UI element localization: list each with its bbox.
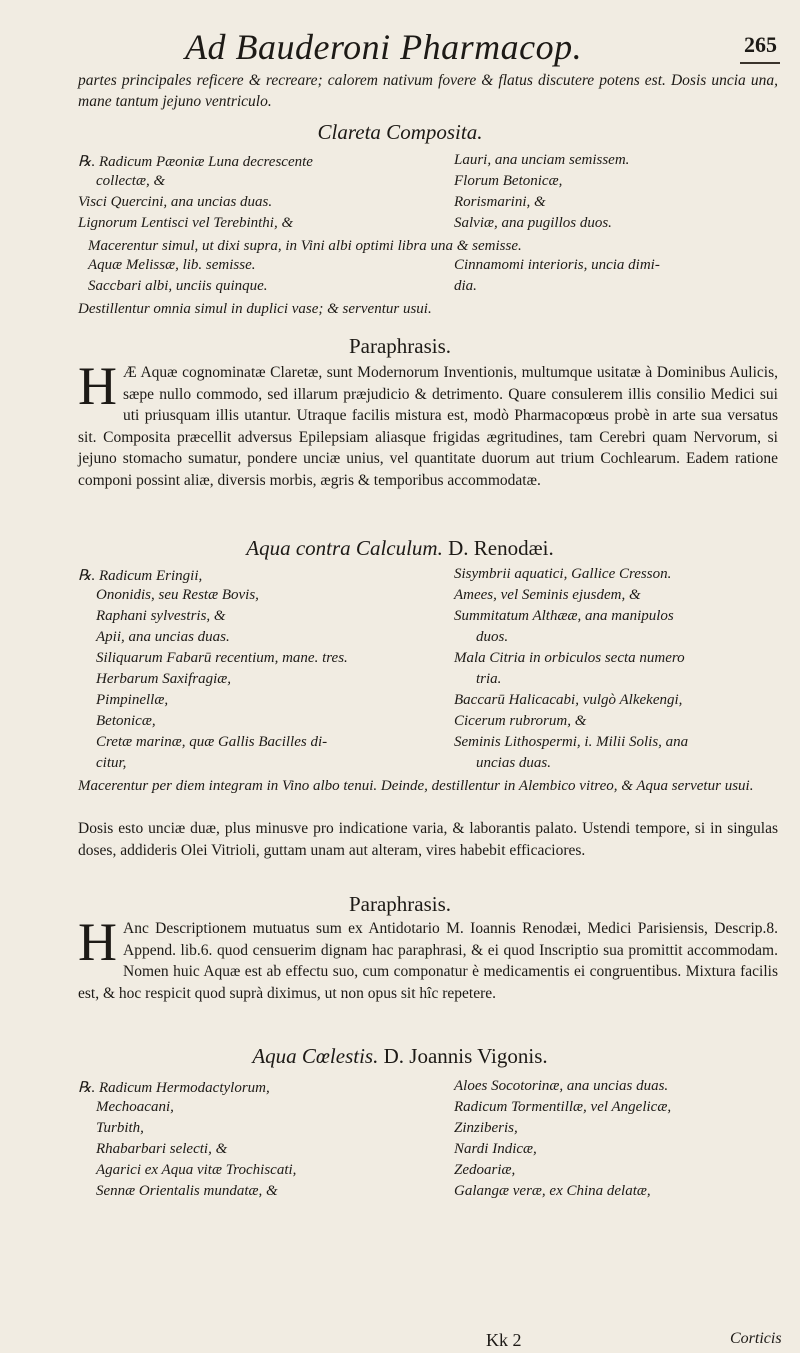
ingredient: duos. bbox=[476, 629, 509, 645]
ingredient: Galangæ veræ, ex China delatæ, bbox=[454, 1183, 651, 1199]
ingredient: Herbarum Saxifragiæ, bbox=[96, 671, 231, 687]
ingredient: collectæ, & bbox=[96, 173, 166, 189]
recipe-row bbox=[78, 587, 778, 608]
ingredient: tria. bbox=[476, 671, 502, 687]
ingredient: Zedoariæ, bbox=[454, 1162, 516, 1178]
ingredient: Rhabarbari selecti, & bbox=[96, 1141, 228, 1157]
recipe-row bbox=[78, 194, 778, 215]
recipe-row bbox=[78, 1162, 778, 1183]
recipe-row bbox=[78, 1099, 778, 1120]
ingredient: Visci Quercini, ana uncias duas. bbox=[78, 194, 273, 210]
recipe-row bbox=[78, 566, 778, 587]
ingredient: ℞. Radicum Pæoniæ Luna decrescente bbox=[78, 154, 313, 170]
recipe-calculum bbox=[78, 566, 778, 797]
ingredient: Rorismarini, & bbox=[454, 194, 546, 210]
ingredient: Baccarū Halicacabi, vulgò Alkekengi, bbox=[454, 692, 683, 708]
ingredient: Sennæ Orientalis mundatæ, & bbox=[96, 1183, 278, 1199]
recipe-row bbox=[78, 692, 778, 713]
signature-mark: Kk 2 bbox=[486, 1330, 522, 1350]
running-head-title: Ad Bauderoni Pharmacop. bbox=[185, 27, 583, 67]
section-title-calculum bbox=[0, 536, 800, 561]
paraphrasis-text bbox=[78, 356, 778, 491]
recipe-row bbox=[78, 608, 778, 629]
ingredient: Aloes Socotorinæ, ana uncias duas. bbox=[454, 1078, 669, 1094]
recipe-row bbox=[78, 650, 778, 671]
ingredient: ℞. Radicum Eringii, bbox=[78, 568, 203, 584]
recipe-row bbox=[78, 671, 778, 692]
ingredient: Summitatum Althææ, ana manipulos bbox=[454, 608, 674, 624]
ingredient: Zinziberis, bbox=[454, 1120, 518, 1136]
paraphrasis-text bbox=[78, 912, 778, 1004]
ingredient: Turbith, bbox=[96, 1120, 144, 1136]
ingredient: Betonicæ, bbox=[96, 713, 156, 729]
ingredient: uncias duas. bbox=[476, 755, 551, 771]
recipe-row bbox=[78, 713, 778, 734]
recipe-coelestis bbox=[78, 1078, 778, 1204]
ingredient: Mala Citria in orbiculos secta numero bbox=[454, 650, 685, 666]
recipe-clareta bbox=[78, 152, 778, 320]
recipe-row bbox=[78, 152, 778, 173]
ingredient: Raphani sylvestris, & bbox=[96, 608, 226, 624]
drop-cap: H bbox=[78, 912, 117, 972]
page-number: 265 bbox=[744, 32, 777, 57]
recipe-instruction: Macerentur simul, ut dixi supra, in Vini albi optimi libra una & semisse. bbox=[88, 238, 522, 254]
recipe-row bbox=[78, 629, 778, 650]
ingredient: Cicerum rubrorum, & bbox=[454, 713, 587, 729]
recipe-row bbox=[78, 1078, 778, 1099]
ingredient: Lauri, ana unciam semissem. bbox=[454, 152, 630, 168]
recipe-row bbox=[78, 755, 778, 776]
continuation-text: partes principales reficere & recreare; calorem nativum fovere & flatus discutere potens est. Dosis uncia una, mane tantum jejuno ventriculo. bbox=[78, 72, 778, 110]
ingredient: Siliquarum Fabarū recentium, mane. tres. bbox=[96, 650, 348, 666]
section-author: D. Renodæi. bbox=[448, 536, 554, 560]
recipe-row bbox=[78, 1183, 778, 1204]
recipe-row bbox=[78, 257, 778, 278]
recipe-row bbox=[78, 734, 778, 755]
page-footer bbox=[0, 1330, 800, 1352]
ingredient: Pimpinellæ, bbox=[96, 692, 169, 708]
ingredient: Salviæ, ana pugillos duos. bbox=[454, 215, 612, 231]
ingredient: Sisymbrii aquatici, Gallice Cresson. bbox=[454, 566, 672, 582]
paraphrasis-body: Anc Descriptionem mutuatus sum ex Antidotario M. Ioannis Renodæi, Medici Parisiensis, Descrip.8. Append. lib.6. quod censuerim dignam hac paraphrasi, & ei quod Inscriptio sua promittit accommodam. Nomen huic Aquæ est ab effectu suo, cum componatur è medicamentis ei congruentibus. Mixtura facilis est, & hoc respicit quod suprà diximus, ut non opus sit hîc repetere. bbox=[78, 920, 778, 1002]
ingredient: Cinnamomi interioris, uncia dimi- bbox=[454, 257, 660, 273]
catchword: Corticis bbox=[730, 1330, 782, 1347]
section-title-text: Aqua Cœlestis. bbox=[252, 1044, 379, 1068]
ingredient: Saccbari albi, unciis quinque. bbox=[88, 278, 268, 294]
ingredient: Agarici ex Aqua vitæ Trochiscati, bbox=[96, 1162, 297, 1178]
section-title-coelestis bbox=[0, 1044, 800, 1069]
section-title-text: Clareta Composita. bbox=[317, 120, 483, 144]
recipe-instruction: Macerentur per diem integram in Vino albo tenui. Deinde, destillentur in Alembico vitreo, & Aqua servetur usui. bbox=[78, 778, 754, 794]
ingredient: Apii, ana uncias duas. bbox=[96, 629, 230, 645]
ingredient: Radicum Tormentillæ, vel Angelicæ, bbox=[454, 1099, 672, 1115]
dose-text: Dosis esto unciæ duæ, plus minusve pro indicatione varia, & laborantis palato. Ustendi tempore, si in singulas doses, addideris Olei Vitrioli, guttam unam aut alteram, vires habebit efficaciores. bbox=[78, 820, 778, 859]
section-author: D. Joannis Vigonis. bbox=[383, 1044, 548, 1068]
ingredient: Seminis Lithospermi, i. Milii Solis, ana bbox=[454, 734, 689, 750]
page-number-rule bbox=[740, 62, 780, 64]
paraphrasis-title: Paraphrasis. bbox=[348, 334, 452, 358]
ingredient: Cretæ marinæ, quæ Gallis Bacilles di- bbox=[96, 734, 328, 750]
recipe-instruction: Destillentur omnia simul in duplici vase; & serventur usui. bbox=[78, 301, 432, 317]
ingredient: ℞. Radicum Hermodactylorum, bbox=[78, 1080, 270, 1096]
running-head bbox=[0, 26, 800, 66]
ingredient: Aquæ Melissæ, lib. semisse. bbox=[88, 257, 256, 273]
drop-cap: H bbox=[78, 356, 117, 416]
recipe-row bbox=[78, 278, 778, 299]
recipe-row bbox=[78, 215, 778, 236]
recipe-row bbox=[78, 173, 778, 194]
ingredient: dia. bbox=[454, 278, 477, 294]
recipe-row bbox=[78, 1120, 778, 1141]
ingredient: Lignorum Lentisci vel Terebinthi, & bbox=[78, 215, 294, 231]
ingredient: Nardi Indicæ, bbox=[454, 1141, 537, 1157]
recipe-row bbox=[78, 1141, 778, 1162]
section-title-clareta bbox=[0, 120, 800, 145]
paraphrasis-body: Æ Aquæ cognominatæ Claretæ, sunt Modernorum Inventionis, multumque usitatæ à Dominibus Aulicis, sæpe nullo commodo, sed illarum præjudicio & detrimento. Quare consulerem illis consilio Medici sui uti priusquam illis utantur. Utraque facilis mistura est, modò Pharmacopœus probè in arte sua versatus sit. Composita præcellit adversus Epilepsiam aliasque frigidas ægritudines, tam Cerebri quam Nervorum, si jejuno stomacho sumatur, pondere unciæ unius, vel quantitate duorum aut trium Cochlearum. Eadem ratione componi possint aliæ, diversis morbis, ægris & temporibus accommodatæ. bbox=[78, 364, 778, 489]
ingredient: Mechoacani, bbox=[96, 1099, 174, 1115]
paraphrasis-title: Paraphrasis. bbox=[348, 892, 452, 916]
ingredient: citur, bbox=[96, 755, 127, 771]
section-title-text: Aqua contra Calculum. bbox=[246, 536, 443, 560]
ingredient: Amees, vel Seminis ejusdem, & bbox=[454, 587, 641, 603]
ingredient: Ononidis, seu Restæ Bovis, bbox=[96, 587, 259, 603]
ingredient: Florum Betonicæ, bbox=[454, 173, 563, 189]
